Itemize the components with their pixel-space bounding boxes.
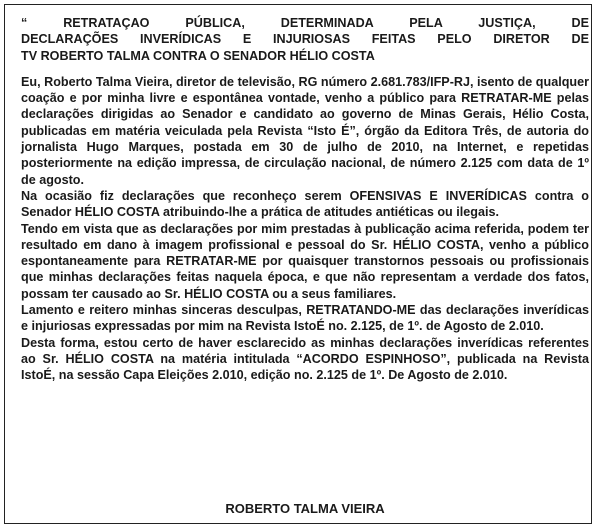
- paragraph-declaration: Eu, Roberto Talma Vieira, diretor de televisão, RG número 2.681.783/IFP-RJ, isento de qualquer coação e por minha livre e espontânea vontade, venho a público para RETRATAR-ME pelas declarações dirigidas ao Senador e candidato ao governo de Minas Gerais, Hélio Costa, publicadas em matéria veiculada pela Revista “Isto É”, órgão da Editora Três, de autoria do jornalista Hugo Marques, postada em 30 de julho de 2010, na Internet, e repetidas posteriormente na edição impressa, de circulação nacional, de número 2.125 com data de 1º de agosto.: [21, 74, 589, 187]
- paragraph-apology: Lamento e reitero minhas sinceras desculpas, RETRATANDO-ME das declarações inverídicas e injuriosas expressadas por mim na Revista IstoÉ no. 2.125, de 1º. de Agosto de 2.010.: [21, 303, 589, 334]
- document-frame: [4, 4, 592, 524]
- title-line: DECLARAÇÕES INVERÍDICAS E INJURIOSAS FEITAS PELO DIRETOR DE: [21, 32, 589, 47]
- document-body: [21, 15, 589, 516]
- paragraph-conclusion: Desta forma, estou certo de haver esclarecido as minhas declarações inverídicas referentes ao Sr. HÉLIO COSTA na matéria intitulada “ACORDO ESPINHOSO”, publicada na Revista IstoÉ, na sessão Capa Eleições 2.010, edição no. 2.125 de 1º. De Agosto de 2.010.: [21, 335, 589, 383]
- document-title: [21, 15, 589, 64]
- title-line: TV ROBERTO TALMA CONTRA O SENADOR HÉLIO COSTA: [21, 48, 375, 63]
- paragraph-retraction: Tendo em vista que as declarações por mim prestadas à publicação acima referida, podem ter resultado em dano à imagem profissional e pessoal do Sr. HÉLIO COSTA, venho a público espontaneamente para RETRATAR-ME por quaisquer transtornos pessoais ou profissionais que minhas declarações feitas naquela época, e que não representam a verdade dos fatos, possam ter causado ao Sr. HÉLIO COSTA ou a seus familiares.: [21, 221, 589, 301]
- title-line: “ RETRATAÇAO PÚBLICA, DETERMINADA PELA JUSTIÇA, DE: [21, 16, 589, 30]
- signature: ROBERTO TALMA VIEIRA: [225, 501, 385, 516]
- paragraph-occasion: Na ocasião fiz declarações que reconheço serem OFENSIVAS E INVERÍDICAS contra o Senador HÉLIO COSTA atribuindo-lhe a prática de atitudes antiéticas ou ilegais.: [21, 188, 589, 220]
